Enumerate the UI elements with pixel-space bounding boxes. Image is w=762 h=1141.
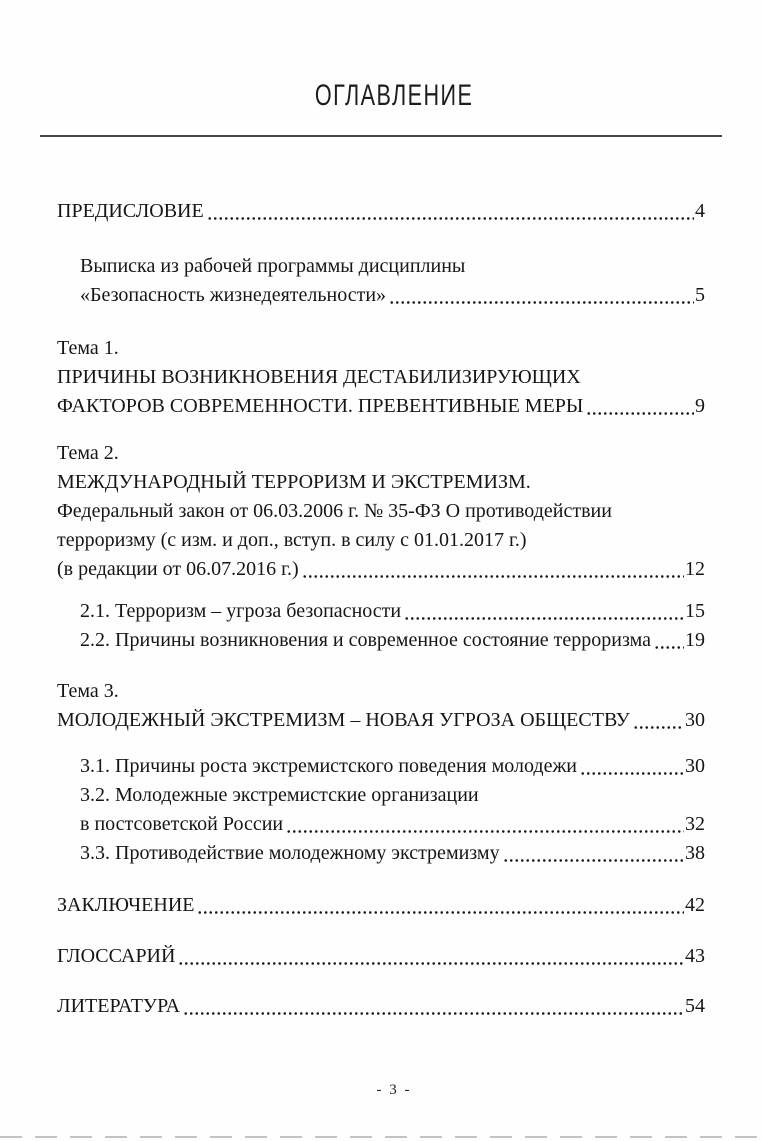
page-title	[0, 80, 762, 115]
scan-edge-artifact	[0, 1136, 762, 1138]
toc-entry-title: ЗАКЛЮЧЕНИЕ	[57, 894, 195, 916]
toc-entry-2-2	[57, 626, 705, 655]
toc-entry-title: МОЛОДЕЖНЫЙ ЭКСТРЕМИЗМ – НОВАЯ УГРОЗА ОБЩЕСТВУ	[57, 709, 630, 731]
toc-entry-vypiska	[57, 252, 705, 310]
toc-entry-line: Выписка из рабочей программы дисциплины	[80, 255, 466, 277]
toc-entry-line: 3.2. Молодежные экстремистские организации	[80, 784, 479, 806]
toc-page-number: 15	[685, 600, 705, 622]
toc-entry-title: ЛИТЕРАТУРА	[57, 995, 181, 1017]
dot-leader	[586, 412, 694, 415]
dot-leader	[404, 617, 684, 620]
dot-leader	[286, 830, 684, 833]
toc-entry-title: 3.3. Противодействие молодежному экстремизму	[80, 842, 500, 864]
divider-rule	[40, 135, 722, 137]
dot-leader	[580, 772, 684, 775]
toc-entry-tema-2	[57, 439, 705, 584]
toc-page-number: 54	[685, 995, 705, 1017]
dot-leader	[178, 962, 684, 965]
toc-entry-line: Тема 3.	[57, 680, 119, 702]
toc-page-number: 12	[685, 558, 705, 580]
toc-entry-title: ПРЕДИСЛОВИЕ	[57, 200, 204, 222]
toc-page-number: 43	[685, 945, 705, 967]
toc-entry-3-1	[57, 752, 705, 781]
toc-entry-literatura	[57, 992, 705, 1021]
toc-entry-title: 2.1. Терроризм – угроза безопасности	[80, 600, 402, 622]
toc-page-number: 38	[685, 842, 705, 864]
toc-page-number: 30	[685, 755, 705, 777]
dot-leader	[389, 301, 694, 304]
toc-page-number: 5	[695, 284, 705, 306]
toc-entry-title: в постсоветской России	[80, 813, 284, 835]
toc-entry-3-3	[57, 839, 705, 868]
toc-entry-line: терроризму (с изм. и доп., вступ. в силу с 01.01.2017 г.)	[57, 529, 527, 551]
toc-entry-line: МЕЖДУНАРОДНЫЙ ТЕРРОРИЗМ И ЭКСТРЕМИЗМ.	[57, 471, 531, 493]
dot-leader	[302, 575, 684, 578]
page-title-text: ОГЛАВЛЕНИЕ	[314, 79, 474, 112]
dot-leader	[633, 726, 684, 729]
toc-page-number: 32	[685, 813, 705, 835]
toc-page-number: 9	[695, 395, 705, 417]
toc-entry-tema-1	[57, 334, 705, 421]
toc-entry-line: Тема 1.	[57, 337, 119, 359]
dot-leader	[183, 1012, 684, 1015]
toc-entry-line: Тема 2.	[57, 442, 119, 464]
toc-page-number: 42	[685, 894, 705, 916]
dot-leader	[503, 859, 684, 862]
toc-entry-glossarij	[57, 942, 705, 971]
toc-entry-title: «Безопасность жизнедеятельности»	[80, 284, 387, 306]
toc-entry-3-2	[57, 781, 705, 839]
toc-entry-2-1	[57, 597, 705, 626]
toc-entry-line: Федеральный закон от 06.03.2006 г. № 35-ФЗ О противодействии	[57, 500, 612, 522]
toc-entry-tema-3	[57, 677, 705, 735]
dot-leader	[654, 646, 684, 649]
toc-entry-title: ФАКТОРОВ СОВРЕМЕННОСТИ. ПРЕВЕНТИВНЫЕ МЕРЫ	[57, 395, 584, 417]
toc-entry-title: (в редакции от 06.07.2016 г.)	[57, 558, 299, 580]
toc-list	[0, 197, 762, 1021]
toc-page-number: 4	[695, 200, 705, 222]
toc-entry-title: 2.2. Причины возникновения и современное состояние терроризма	[80, 629, 652, 651]
toc-page-number: 19	[685, 629, 705, 651]
toc-entry-zaklyuchenie	[57, 891, 705, 920]
toc-entry-predislovie	[57, 197, 705, 226]
footer-page-number: - 3 -	[376, 1082, 412, 1098]
dot-leader	[207, 217, 694, 220]
toc-page-number: 30	[685, 709, 705, 731]
toc-entry-title: ГЛОССАРИЙ	[57, 945, 176, 967]
toc-entry-line: ПРИЧИНЫ ВОЗНИКНОВЕНИЯ ДЕСТАБИЛИЗИРУЮЩИХ	[57, 366, 581, 388]
toc-entry-title: 3.1. Причины роста экстремистского поведения молодежи	[80, 755, 578, 777]
dot-leader	[197, 911, 684, 914]
